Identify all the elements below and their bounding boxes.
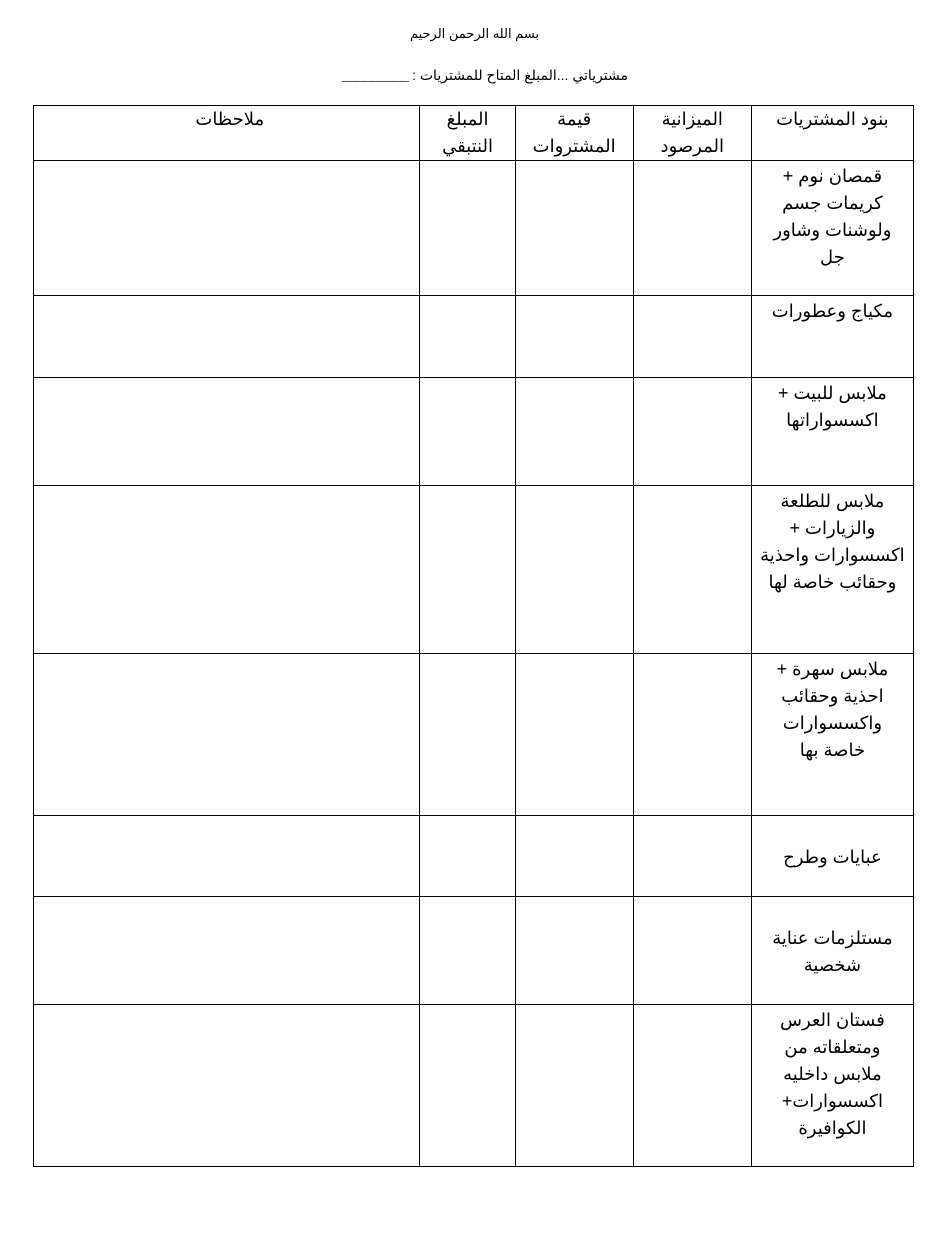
allocated-budget-cell[interactable] [633, 161, 751, 296]
available-budget-blank: _________ [341, 69, 409, 85]
table-header-row [34, 106, 914, 161]
notes-cell[interactable] [34, 161, 420, 296]
purchases-value-cell[interactable] [515, 161, 633, 296]
allocated-budget-cell[interactable] [633, 897, 751, 1005]
allocated-budget-cell[interactable] [633, 1005, 751, 1167]
table-row [34, 296, 914, 378]
remaining-amount-cell[interactable] [420, 296, 515, 378]
allocated-budget-cell[interactable] [633, 378, 751, 486]
notes-cell[interactable] [34, 1005, 420, 1167]
basmala-heading: بسم الله الرحمن الرحيم [409, 26, 540, 41]
purchases-value-cell[interactable] [515, 296, 633, 378]
purchase-item-cell: ملابس للطلعة والزيارات + اكسسوارات واحذية وحقائب خاصة لها [751, 486, 913, 654]
remaining-amount-cell[interactable] [420, 378, 515, 486]
allocated-budget-cell[interactable] [633, 654, 751, 816]
purchases-value-cell[interactable] [515, 816, 633, 897]
table-row [34, 378, 914, 486]
notes-cell[interactable] [34, 816, 420, 897]
notes-cell[interactable] [34, 897, 420, 1005]
purchase-item-cell: مكياج وعطورات [751, 296, 913, 378]
purchases-value-cell[interactable] [515, 378, 633, 486]
table-row [34, 816, 914, 897]
notes-cell[interactable] [34, 654, 420, 816]
allocated-budget-cell[interactable] [633, 816, 751, 897]
allocated-budget-cell[interactable] [633, 486, 751, 654]
purchases-value-cell[interactable] [515, 486, 633, 654]
purchases-value-cell[interactable] [515, 897, 633, 1005]
purchases-table [33, 105, 914, 1167]
purchase-item-cell: عبايات وطرح [751, 816, 913, 897]
notes-cell[interactable] [34, 378, 420, 486]
purchase-item-cell: فستان العرس ومتعلقاته من ملابس داخليه اكسسوارات+ الكوافيرة [751, 1005, 913, 1167]
purchases-value-cell[interactable] [515, 1005, 633, 1167]
purchases-value-cell[interactable] [515, 654, 633, 816]
remaining-amount-cell[interactable] [420, 654, 515, 816]
table-row [34, 161, 914, 296]
allocated-budget-cell[interactable] [633, 296, 751, 378]
notes-cell[interactable] [34, 486, 420, 654]
table-row [34, 897, 914, 1005]
purchase-item-cell: مستلزمات عناية شخصية [751, 897, 913, 1005]
column-header-allocated-budget: الميزانية المرصود [633, 106, 751, 161]
remaining-amount-cell[interactable] [420, 486, 515, 654]
table-row [34, 654, 914, 816]
remaining-amount-cell[interactable] [420, 816, 515, 897]
purchase-item-cell: ملابس سهرة + احذية وحقائب واكسسوارات خاصة بها [751, 654, 913, 816]
notes-cell[interactable] [34, 296, 420, 378]
available-budget-line [316, 66, 628, 86]
purchase-item-cell: ملابس للبيت + اكسسواراتها [751, 378, 913, 486]
remaining-amount-cell[interactable] [420, 897, 515, 1005]
table-row [34, 1005, 914, 1167]
purchase-item-cell: قمصان نوم + كريمات جسم ولوشنات وشاور جل [751, 161, 913, 296]
table-row [34, 486, 914, 654]
column-header-remaining-amount: المبلغ النتبقي [420, 106, 515, 161]
column-header-purchase-items: بنود المشتريات [751, 106, 913, 161]
column-header-purchases-value: قيمة المشتروات [515, 106, 633, 161]
available-budget-label: مشترياتي ...المبلغ المتاح للمشتريات : [412, 67, 628, 83]
column-header-notes: ملاحظات [34, 106, 420, 161]
remaining-amount-cell[interactable] [420, 161, 515, 296]
remaining-amount-cell[interactable] [420, 1005, 515, 1167]
